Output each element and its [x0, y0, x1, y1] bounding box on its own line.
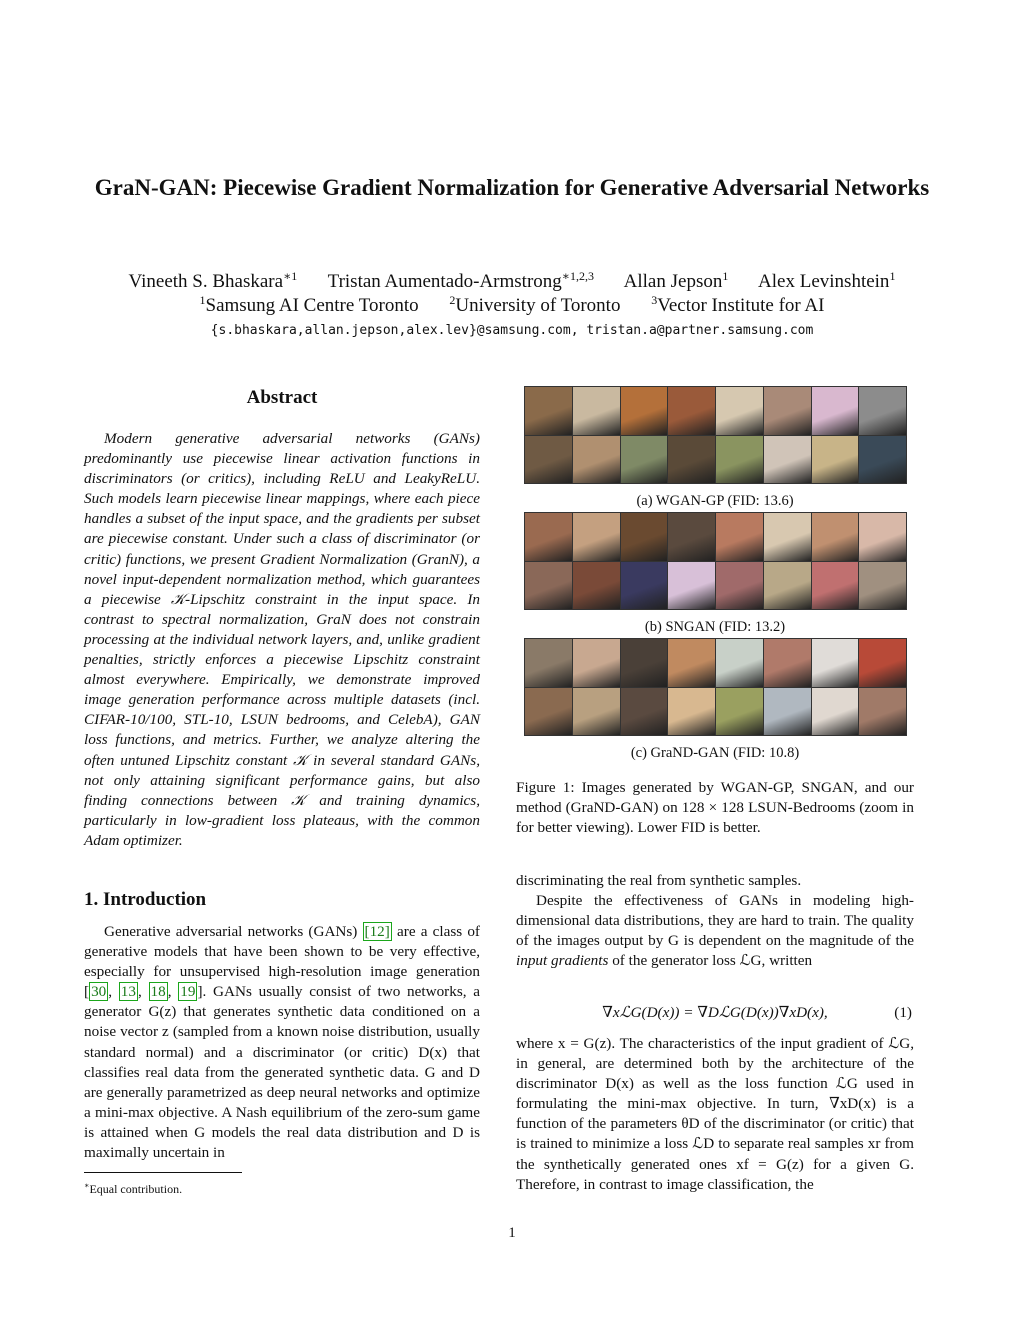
intro-text: are a class of generative models that have been shown to be very effective, especially for unsupervised high-resolution image generation [: [84, 923, 480, 1001]
generated-bedroom-image: [573, 436, 620, 484]
footnote-text: Equal contribution.: [89, 1182, 183, 1196]
generated-bedroom-image: [859, 562, 906, 610]
generated-bedroom-image: [573, 513, 620, 561]
citation-link[interactable]: [12]: [364, 923, 390, 940]
generated-bedroom-image: [859, 639, 906, 687]
intro-text: Generative adversarial networks (GANs): [104, 923, 363, 940]
generated-bedroom-image: [573, 639, 620, 687]
figure-subcaption-b: (b) SNGAN (FID: 13.2): [644, 619, 786, 635]
affiliation-mark: 1: [199, 293, 206, 307]
affiliation-mark: 3: [651, 293, 658, 307]
generated-bedroom-image: [668, 688, 715, 736]
generated-bedroom-image: [716, 436, 763, 484]
generated-bedroom-image: [621, 639, 668, 687]
abstract-heading: Abstract: [246, 387, 318, 408]
paragraph-text: of the generator loss ℒG, written: [608, 952, 813, 970]
generated-bedroom-image: [573, 562, 620, 610]
figure-grid-sngan: [524, 512, 907, 610]
author-name: Tristan Aumentado-Armstrong: [327, 271, 562, 292]
figure-subcaption-a: (a) WGAN-GP (FID: 13.6): [636, 493, 794, 509]
figure-grid-wgan-gp: [524, 386, 907, 484]
generated-bedroom-image: [716, 639, 763, 687]
footnote-mark: ∗: [84, 1181, 90, 1190]
paper-title: GraN-GAN: Piecewise Gradient Normalization for Generative Adversarial Networks: [94, 175, 930, 200]
citation-link[interactable]: 30: [91, 983, 107, 1001]
generated-bedroom-image: [525, 639, 572, 687]
abstract-section: [84, 385, 480, 851]
author-emails[interactable]: {s.bhaskara,allan.jepson,alex.lev}@samsung.com, tristan.a@partner.samsung.com: [210, 323, 814, 338]
footnote: [84, 1178, 182, 1197]
generated-bedroom-image: [859, 436, 906, 484]
citation-link[interactable]: 19: [180, 983, 196, 1001]
page-number: 1: [508, 1225, 516, 1241]
right-column-text-continued: where x = G(z). The characteristics of the input gradient of ℒG, in general, are determined both by the architecture of the discriminator D(x) as well as the loss function ℒG used in formulating the mini-max objective. In turn, ∇xD(x) is a function of the parameters θD of the discriminator (or critic) that is trained to minimize a loss ℒD to separate real samples xr from the synthetically generated ones xf = G(z) for a given G. Therefore, in contrast to image classification, the: [516, 1035, 914, 1193]
generated-bedroom-image: [764, 387, 811, 435]
generated-bedroom-image: [764, 562, 811, 610]
generated-bedroom-image: [812, 688, 859, 736]
paragraph: [516, 891, 914, 971]
author-mark: 1: [722, 269, 729, 283]
generated-bedroom-image: [859, 513, 906, 561]
affiliations: [60, 294, 964, 318]
generated-bedroom-image: [716, 562, 763, 610]
author-mark: ∗1,2,3: [561, 269, 594, 283]
equation-number: (1): [894, 1004, 912, 1021]
generated-bedroom-image: [525, 688, 572, 736]
generated-bedroom-image: [621, 562, 668, 610]
introduction-paragraph: Generative adversarial networks (GANs) [12] are a class of generative models that have been shown to be very effective, especially for unsupervised high-resolution image generation [ 30 , 13 , 18 , 19 ]. GANs usually consist of two networks, a generator G(z) that generates synthetic data conditioned on a noise vector z (sampled from a known noise distribution, usually standard normal) and a discriminator (or critic) D(x) that classifies real data from the generated synthetic data. G and D are generally parametrized as deep neural networks and optimize a mini-max objective. A Nash equilibrium of the zero-sum game is attained when G models the real data distribution and D is maximally uncertain in: [84, 923, 481, 1162]
generated-bedroom-image: [716, 387, 763, 435]
generated-bedroom-image: [764, 639, 811, 687]
citation-link[interactable]: 18: [150, 983, 166, 1001]
generated-bedroom-image: [668, 436, 715, 484]
affiliation-name: Samsung AI Centre Toronto: [205, 295, 419, 316]
citation-link[interactable]: 13: [120, 983, 136, 1001]
affiliation-name: University of Toronto: [455, 295, 621, 316]
generated-bedroom-image: [668, 513, 715, 561]
generated-bedroom-image: [525, 513, 572, 561]
generated-bedroom-image: [668, 387, 715, 435]
generated-bedroom-image: [812, 513, 859, 561]
author-mark: 1: [889, 269, 896, 283]
generated-bedroom-image: [621, 436, 668, 484]
generated-bedroom-image: [812, 562, 859, 610]
author-names: [60, 270, 964, 294]
abstract-text: Modern generative adversarial networks (GANs) predominantly use piecewise linear activation functions in discriminators (or critics), including ReLU and LeakyReLU. Such models learn piecewise linear mappings, where each piece handles a subset of the input space, and the gradients per subset are piecewise constant. Under such a class of discriminator (or critic) functions, we present Gradient Normalization (GranN), a novel input-dependent normalization method, which guarantees a piecewise 𝒦-Lipschitz constraint in the input space. In contrast to spectral normalization, GraN does not constrain processing at the individual network layers, and, unlike gradient penalties, strictly enforces a piecewise Lipschitz constraint almost everywhere. Empirically, we demonstrate improved image generation performance across multiple datasets (incl. CIFAR-10/100, STL-10, LSUN bedrooms, and CelebA), GAN loss functions, and metrics. Further, we analyze altering the often untuned Lipschitz constant 𝒦 in several standard GANs, not only attaining significant performance gains, but also finding connections between 𝒦 and training dynamics, particularly in low-gradient loss plateaus, with the common Adam optimizer.: [84, 430, 480, 849]
author-name: Allan Jepson: [623, 271, 723, 292]
figure-caption: Figure 1: Images generated by WGAN-GP, SNGAN, and our method (GraND-GAN) on 128 × 128 LSUN-Bedrooms (zoom in for better viewing). Lower FID is better.: [516, 779, 914, 837]
generated-bedroom-image: [764, 513, 811, 561]
affiliation-name: Vector Institute for AI: [657, 295, 825, 316]
generated-bedroom-image: [764, 688, 811, 736]
footnote-rule: [84, 1172, 242, 1173]
generated-bedroom-image: [525, 387, 572, 435]
affiliation-mark: 2: [449, 293, 456, 307]
right-column-text: [516, 871, 914, 971]
author-block: [60, 270, 964, 318]
generated-bedroom-image: [525, 436, 572, 484]
author-name: Alex Levinshtein: [758, 271, 890, 292]
generated-bedroom-image: [621, 688, 668, 736]
generated-bedroom-image: [812, 387, 859, 435]
author-name: Vineeth S. Bhaskara: [128, 271, 284, 292]
figure-grid-grand-gan: [524, 638, 907, 736]
generated-bedroom-image: [525, 562, 572, 610]
generated-bedroom-image: [859, 688, 906, 736]
introduction-heading: 1. Introduction: [84, 889, 207, 910]
equation-text: ∇xℒG(D(x)) = ∇DℒG(D(x))∇xD(x),: [602, 1004, 828, 1021]
generated-bedroom-image: [859, 387, 906, 435]
generated-bedroom-image: [716, 688, 763, 736]
generated-bedroom-image: [668, 562, 715, 610]
generated-bedroom-image: [621, 387, 668, 435]
equation-1: [516, 1002, 914, 1024]
emphasis-text: input gradients: [516, 952, 609, 970]
generated-bedroom-image: [764, 436, 811, 484]
paragraph-text: Despite the effectiveness of GANs in modeling high-dimensional data distributions, they are hard to train. The quality of the images output by G is dependent on the magnitude of the: [516, 892, 914, 950]
generated-bedroom-image: [812, 639, 859, 687]
generated-bedroom-image: [812, 436, 859, 484]
author-mark: ∗1: [283, 269, 298, 283]
generated-bedroom-image: [573, 387, 620, 435]
figure-subcaption-c: (c) GraND-GAN (FID: 10.8): [630, 745, 800, 761]
generated-bedroom-image: [668, 639, 715, 687]
generated-bedroom-image: [621, 513, 668, 561]
generated-bedroom-image: [573, 688, 620, 736]
paragraph: discriminating the real from synthetic samples.: [516, 872, 802, 889]
generated-bedroom-image: [716, 513, 763, 561]
intro-text: ]. GANs usually consist of two networks, a generator G(z) that generates synthetic data conditioned on a noise vector z (sampled from a known noise distribution, usually standard normal) and a discriminator (or critic) D(x) that classifies real data from the generated synthetic data. G and D are generally parametrized as deep neural networks and optimize a mini-max objective. A Nash equilibrium of the zero-sum game is attained when G models the real data distribution and D is maximally uncertain in: [84, 983, 481, 1162]
